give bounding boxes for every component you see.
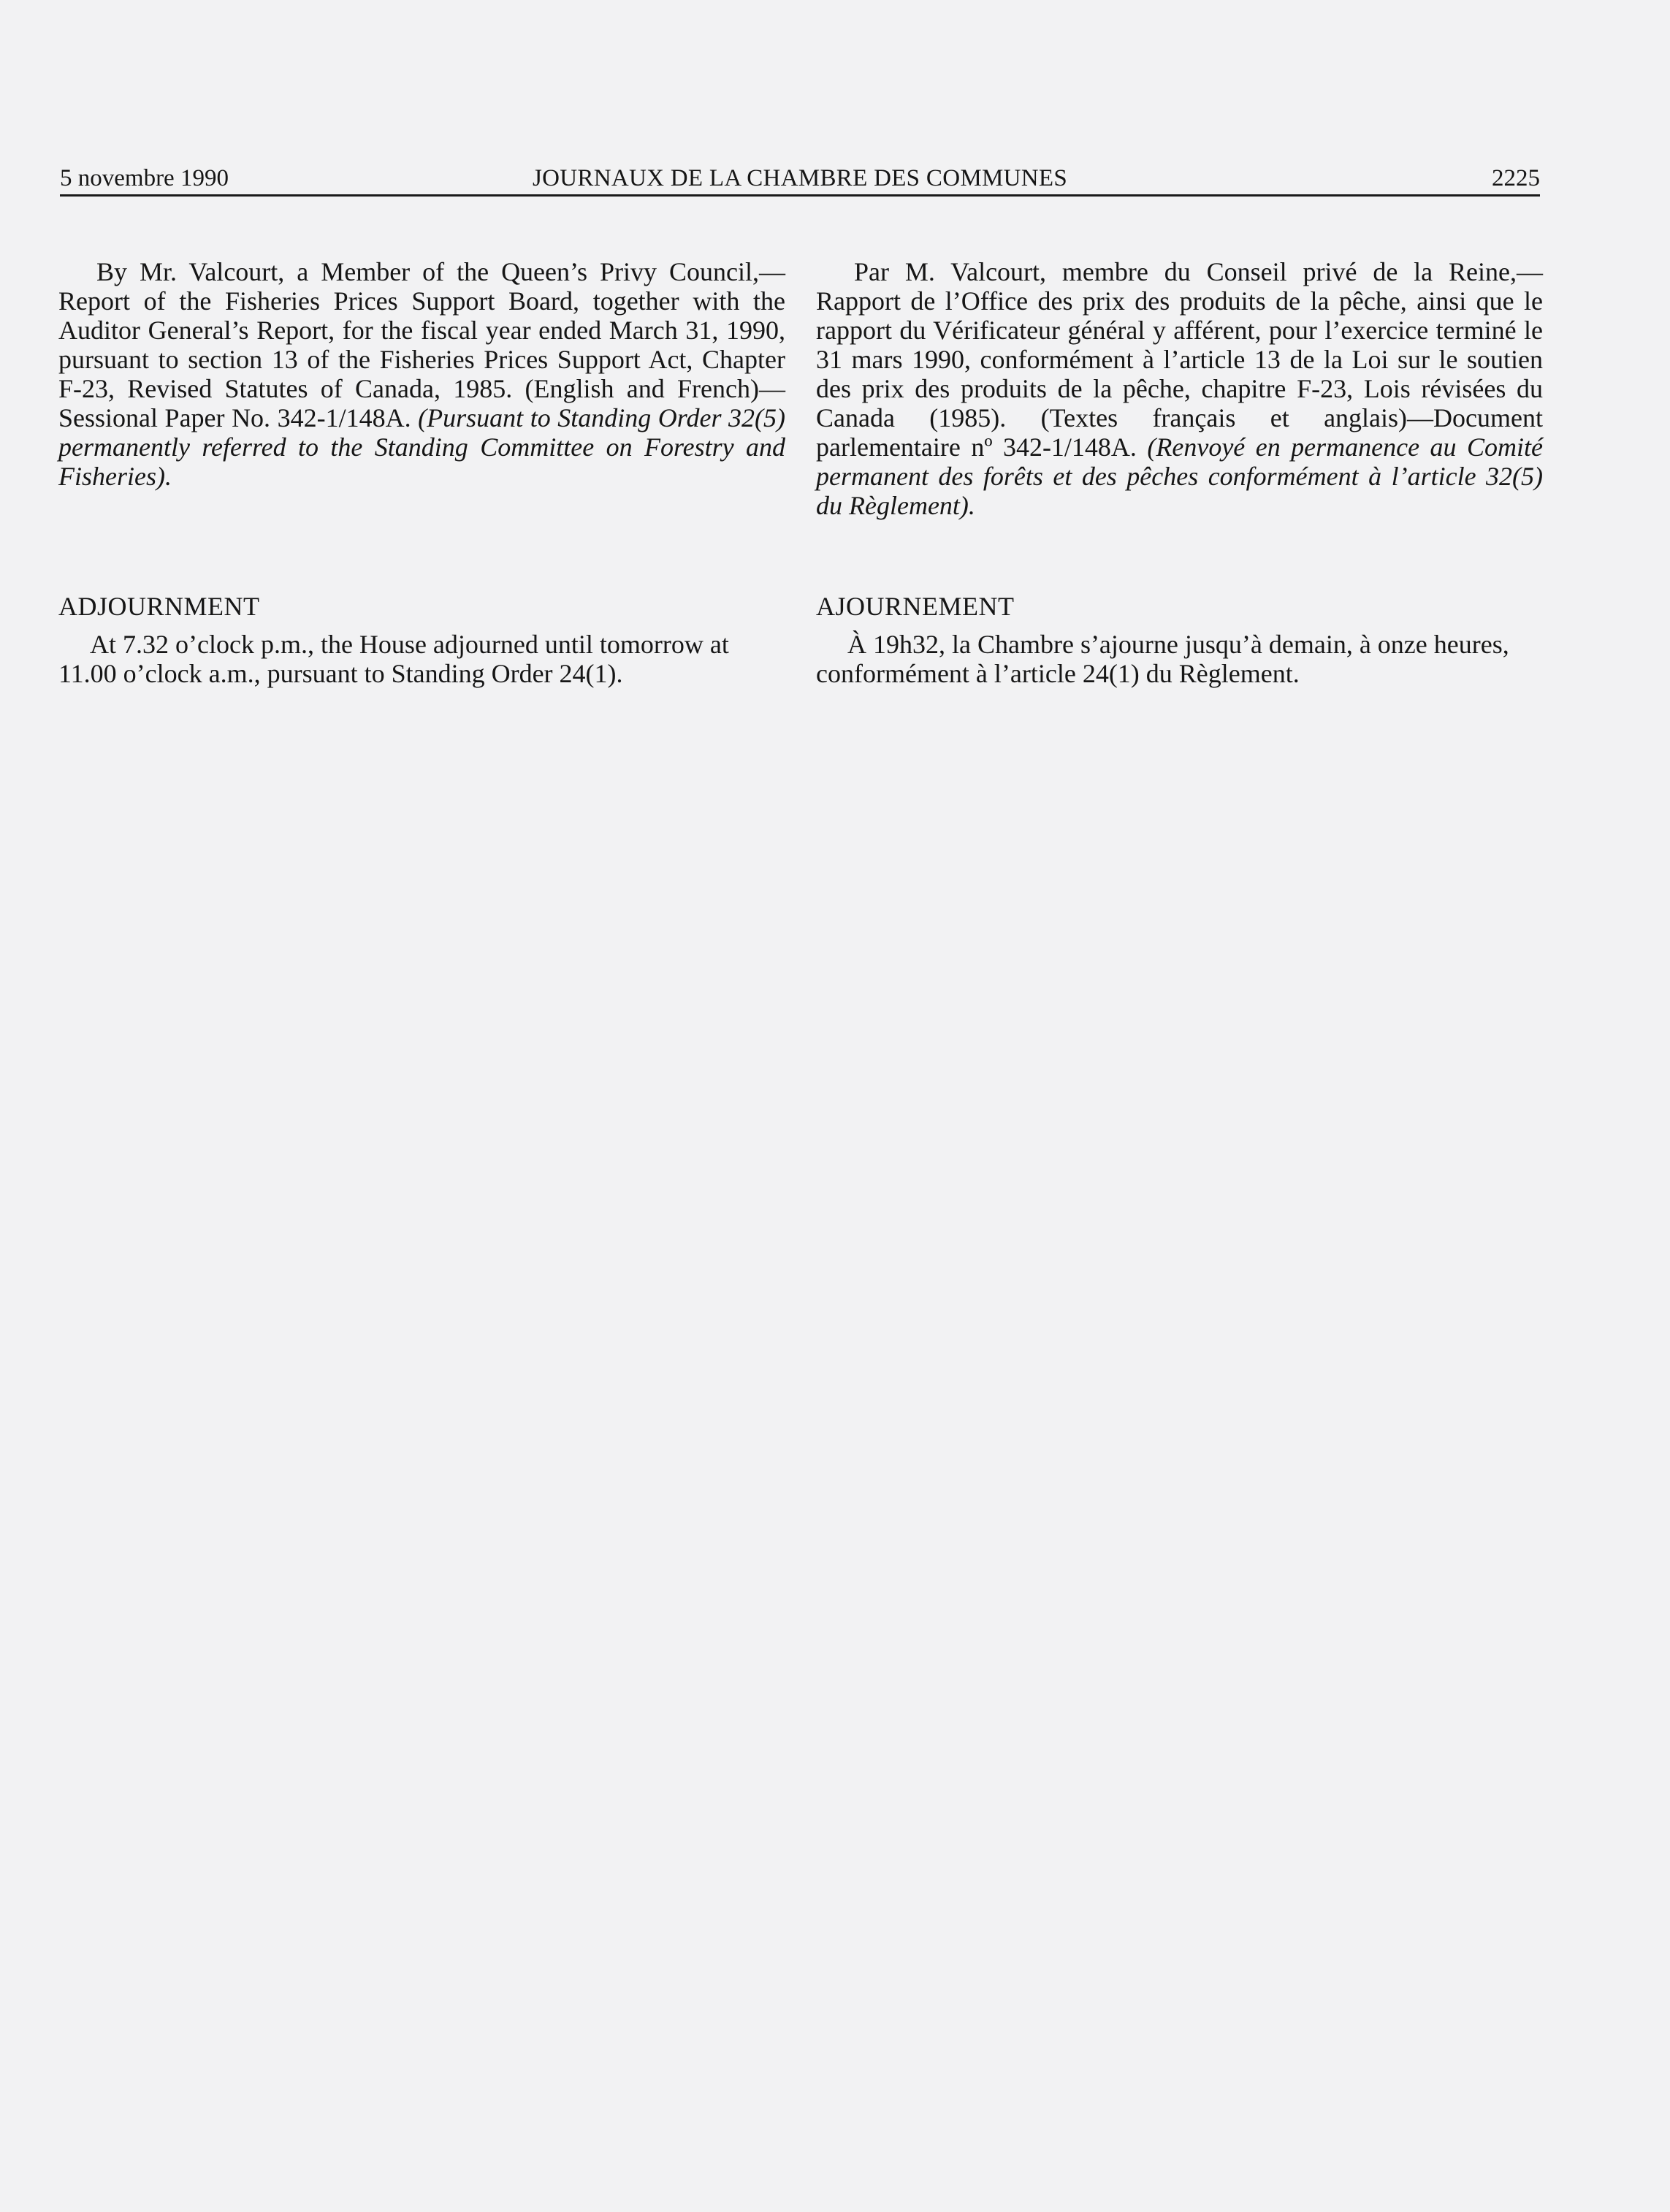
english-report-text: By Mr. Valcourt, a Member of the Queen’s Privy Council,—Report of the Fisheries Prices Support Board, together with the Auditor General’s Report, for the fiscal year ended March 31, 1990, pursuant to section 13 of the Fisheries Prices Support Act, Chapter F-23, Revised Statutes of Canada, 1985. (English and French)—Sessional Paper No. 342-1/148A. — [58, 257, 785, 432]
english-report-referral: (Pursuant to Standing Order 32(5) permanently referred to the Standing Committee on Forestry and Fisheries). — [58, 403, 785, 491]
header-page-number: 2225 — [1492, 165, 1540, 191]
french-adjournment-text: À 19h32, la Chambre s’ajourne jusqu’à demain, à onze heures, conformément à l’article 24(1) du Règlement. — [816, 630, 1509, 688]
header-journal-title: JOURNAUX DE LA CHAMBRE DES COMMUNES — [533, 165, 1067, 191]
french-adjournment-heading: AJOURNEMENT — [816, 592, 1015, 621]
running-head — [60, 162, 1540, 194]
english-adjournment-block — [58, 592, 785, 688]
french-report-paragraph — [816, 257, 1543, 520]
french-report-text: Par M. Valcourt, membre du Conseil privé de la Reine,—Rapport de l’Office des prix des produits de la pêche, ainsi que le rapport du Vérificateur général y afférent, pour l’exercice terminé le 31 mars 1990, conformément à l’article 13 de la Loi sur le soutien des prix des produits de la pêche, chapitre F-23, Lois révisées du Canada (1985). (Textes français et anglais)—Document parlementaire nº 342-1/148A. — [816, 257, 1543, 462]
french-report-block — [816, 257, 1543, 520]
english-adjournment-heading: ADJOURNMENT — [58, 592, 260, 621]
french-report-referral: (Renvoyé en permanence au Comité permanent des forêts et des pêches conformément à l’article 32(5) du Règlement). — [816, 432, 1543, 520]
french-adjournment-block — [816, 592, 1543, 688]
english-report-block — [58, 257, 785, 491]
header-date: 5 novembre 1990 — [60, 165, 229, 191]
english-adjournment-text: At 7.32 o’clock p.m., the House adjourned until tomorrow at 11.00 o’clock a.m., pursuant to Standing Order 24(1). — [58, 630, 729, 688]
english-report-paragraph — [58, 257, 785, 491]
header-rule — [60, 194, 1540, 197]
